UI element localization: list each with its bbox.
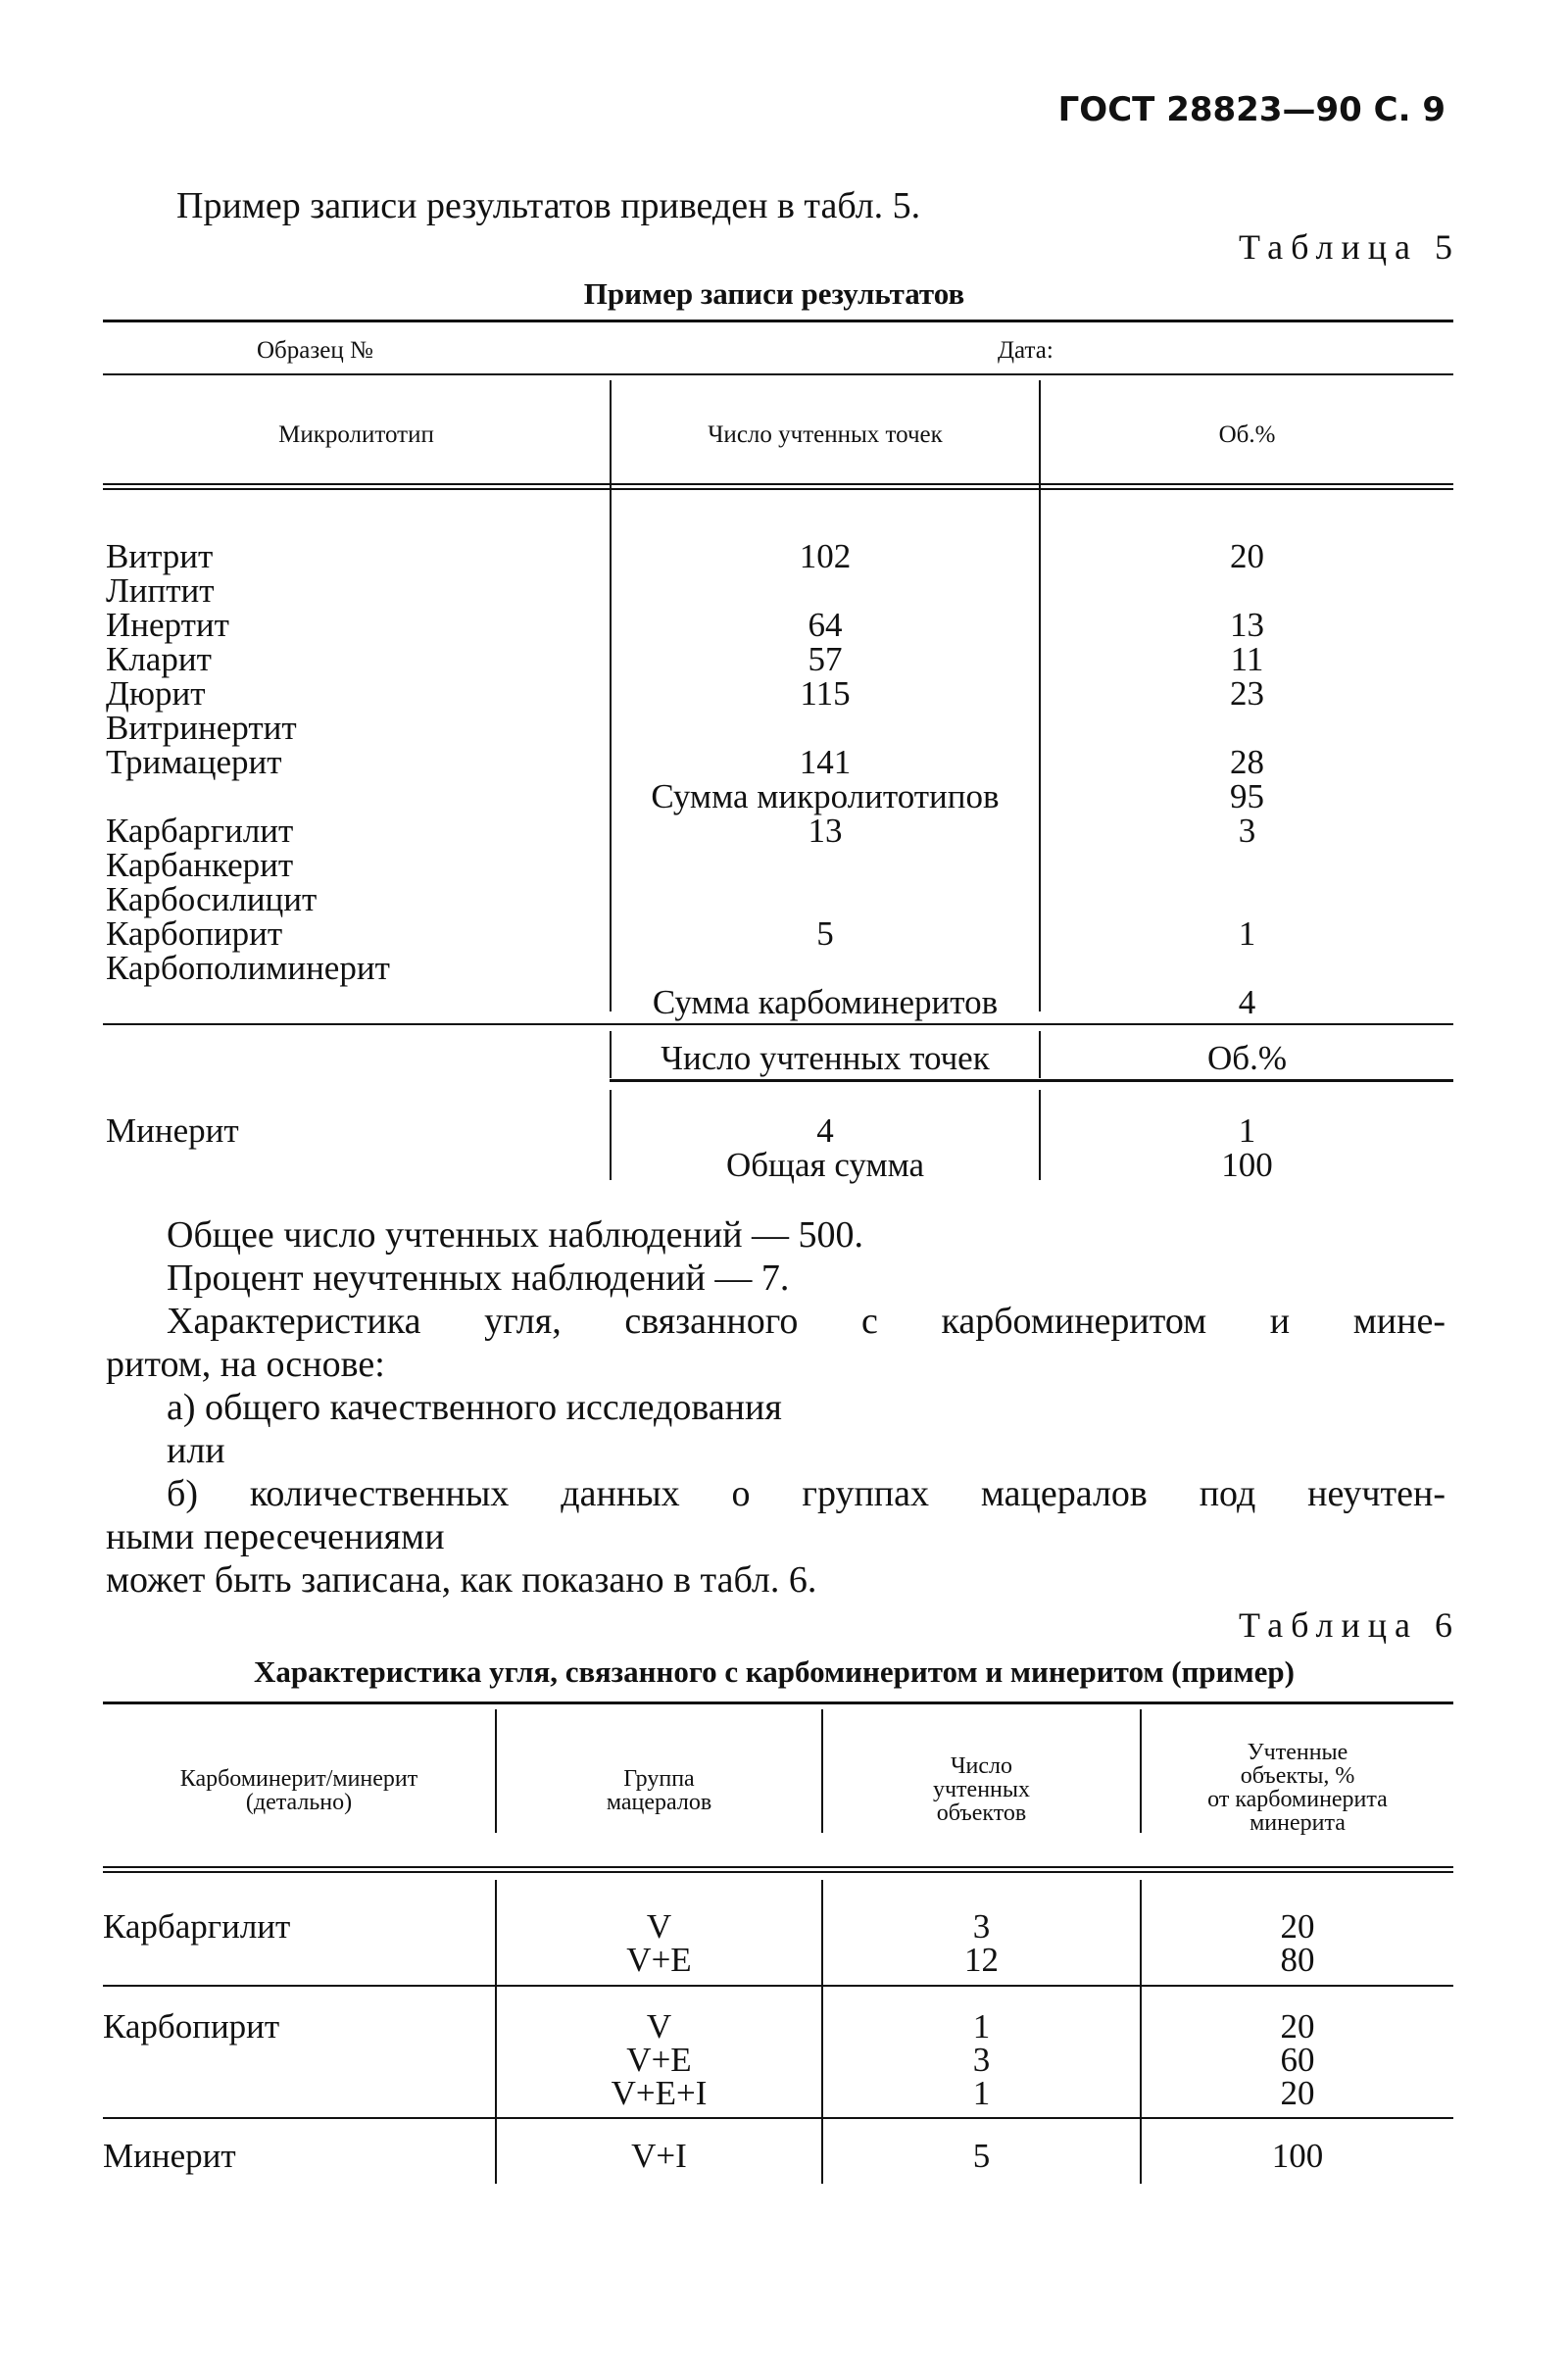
table5-row-vol: 3 (1238, 812, 1256, 850)
table5-row-vol: 1 (1238, 914, 1256, 953)
table5-row-points: 57 (808, 640, 843, 678)
table6-col3-line-1: Число (950, 1753, 1013, 1779)
table5-row-vol: 13 (1230, 606, 1264, 644)
paragraph-2: Процент неучтенных наблюдений — 7. (167, 1257, 790, 1299)
table6-pct: 60 (1280, 2041, 1315, 2079)
table6-top-rule (103, 1701, 1453, 1704)
table6-pct: 100 (1271, 2137, 1324, 2175)
table6-label: Таблица 6 (1239, 1605, 1460, 1645)
table6-maceral: V+I (631, 2137, 687, 2175)
table5-row-name: Карбопирит (106, 914, 283, 953)
table6-count: 5 (972, 2137, 991, 2175)
table5-row-name: Карбополиминерит (106, 949, 390, 987)
table6-col4-line-4: минерита (1250, 1810, 1346, 1836)
table5-row-name: Витрит (106, 537, 214, 575)
table5-row-vol: 4 (1238, 983, 1256, 1021)
paragraph-3-line-1: Характеристика угля, связанного с карбоминеритом и мине- (167, 1301, 1446, 1342)
table6-count: 3 (972, 2041, 991, 2079)
table5-row-name: Инертит (106, 606, 229, 644)
intro-text: Пример записи результатов приведен в табл. 5. (176, 185, 921, 226)
paragraph-6-line-1: б) количественных данных о группах мацералов под неучтен- (167, 1473, 1446, 1514)
table6-col4-line-3: от карбоминерита (1207, 1787, 1388, 1812)
paragraph-6-line-2: ными пересечениями (106, 1516, 445, 1557)
paragraph-1: Общее число учтенных наблюдений — 500. (167, 1214, 864, 1256)
table5-row-points: 141 (799, 743, 852, 781)
table5-minerite-points: 4 (816, 1111, 834, 1150)
table6-maceral: V+E+I (611, 2074, 708, 2112)
table6-pct: 20 (1280, 1907, 1315, 1946)
table5-row-vol: 95 (1230, 777, 1264, 815)
table5-row-name: Карбанкерит (106, 846, 294, 884)
table5-top-rule (103, 320, 1453, 322)
table5-row-points: 102 (799, 537, 852, 575)
table6-col4-line-2: объекты, % (1240, 1763, 1355, 1789)
table6-col4-line-1: Учтенные (1247, 1740, 1348, 1765)
table6-header-double-rule (103, 1866, 1453, 1873)
table5-row-name: Дюрит (106, 674, 206, 713)
table5-row-vol: 11 (1230, 640, 1264, 678)
table5-total-vol: 100 (1221, 1146, 1273, 1184)
table5-row-points: Сумма карбоминеритов (652, 983, 999, 1021)
table6-col3-line-2: учтенных (932, 1777, 1031, 1802)
table5-label: Таблица 5 (1239, 227, 1460, 267)
table5-row-points: 115 (800, 674, 851, 713)
table5-row-name: Карбосилицит (106, 880, 318, 918)
table5-col-microlithotype: Микролитотип (278, 421, 434, 448)
table6-title: Характеристика угля, связанного с карбоминеритом и минеритом (пример) (254, 1654, 1295, 1689)
table5-minerite-name: Минерит (106, 1111, 239, 1150)
table6-group-rule (103, 2117, 1453, 2119)
table6-count: 1 (972, 2007, 991, 2046)
table5-date-label: Дата: (998, 337, 1054, 364)
paragraph-4: а) общего качественного исследования (167, 1387, 782, 1428)
paragraph-3-line-2: ритом, на основе: (106, 1344, 385, 1385)
table5-rule-3 (103, 1023, 1453, 1025)
table6-maceral: V (646, 2007, 672, 2046)
paragraph-7: может быть записана, как показано в табл. 6. (106, 1559, 817, 1601)
table6-pct: 20 (1280, 2074, 1315, 2112)
table5-row-name: Витринертит (106, 709, 297, 747)
table6-group-rule (103, 1985, 1453, 1987)
table6-pct: 80 (1280, 1941, 1315, 1979)
table6-group-name: Карбопирит (103, 2007, 280, 2046)
table5-sub-col-points: Число учтенных точек (661, 1039, 990, 1077)
table6-pct: 20 (1280, 2007, 1315, 2046)
table6-maceral: V+E (626, 1941, 692, 1979)
table5-row-name: Карбаргилит (106, 812, 294, 850)
table5-row-points: 5 (816, 914, 834, 953)
table6-maceral: V+E (626, 2041, 692, 2079)
table5-row-points: 64 (808, 606, 843, 644)
table6-col2-line-2: мацералов (606, 1790, 712, 1815)
table5-row-vol: 28 (1230, 743, 1264, 781)
table6-col1-line-1: Карбоминерит/минерит (179, 1766, 418, 1792)
table5-row-vol: 20 (1230, 537, 1264, 575)
table5-row-points: 13 (808, 812, 843, 850)
table6-maceral: V (646, 1907, 672, 1946)
table6-group-name: Минерит (103, 2137, 236, 2175)
table5-rule-2 (103, 373, 1453, 375)
table5-row-points: Сумма микролитотипов (651, 777, 1000, 815)
table6-col2-line-1: Группа (623, 1766, 695, 1792)
table5-row-vol: 23 (1230, 674, 1264, 713)
table6-col1-line-2: (детально) (245, 1790, 353, 1815)
table5-row-name: Тримацерит (106, 743, 282, 781)
table5-header-double-rule (103, 483, 1453, 490)
table6-count: 12 (964, 1941, 999, 1979)
page-header-code: ГОСТ 28823—90 С. 9 (1057, 90, 1446, 129)
table5-sample-label: Образец № (257, 337, 373, 364)
table5-rule-4 (610, 1079, 1453, 1082)
table5-total-label: Общая сумма (725, 1146, 925, 1184)
paragraph-5: или (167, 1430, 225, 1471)
table5-row-name: Липтит (106, 571, 215, 610)
table6-col3-line-3: объектов (936, 1800, 1027, 1826)
table5-col-points: Число учтенных точек (708, 421, 943, 448)
table6-count: 3 (972, 1907, 991, 1946)
table5-title: Пример записи результатов (583, 276, 965, 311)
table5-sub-col-vol: Об.% (1207, 1039, 1287, 1077)
table5-col-vol: Об.% (1218, 421, 1276, 448)
table6-group-name: Карбаргилит (103, 1907, 291, 1946)
table5-minerite-vol: 1 (1238, 1111, 1256, 1150)
table6-count: 1 (972, 2074, 991, 2112)
table5-row-name: Кларит (106, 640, 212, 678)
